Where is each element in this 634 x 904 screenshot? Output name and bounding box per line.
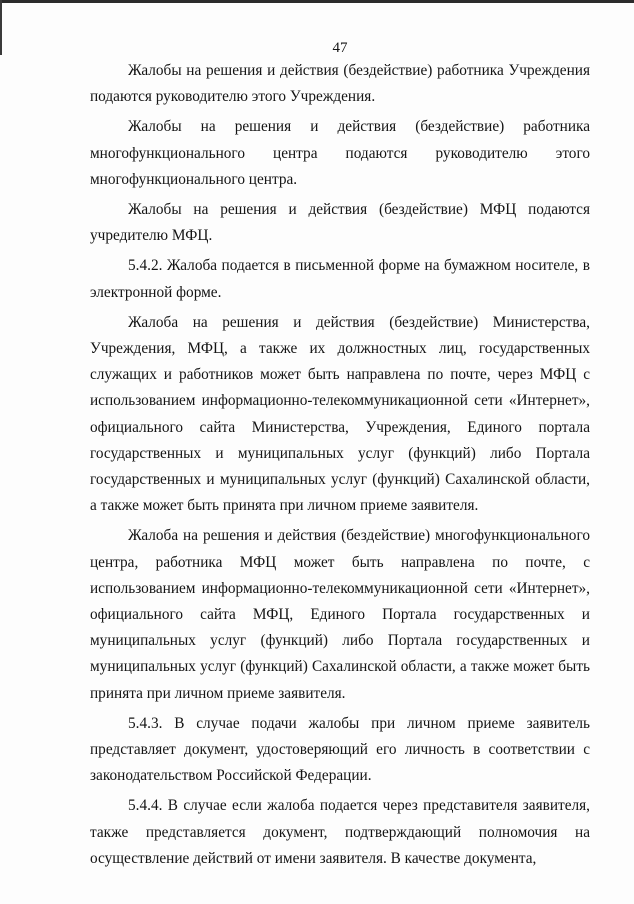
paragraph: 5.4.2. Жалоба подается в письменной форме на бумажном носителе, в электронной форме. [90, 257, 590, 301]
paragraph: 5.4.4. В случае если жалоба подается через представителя заявителя, также представляется документ, подтверждающий полномочия на осуществление действий от имени заявителя. В качестве документа, [90, 797, 590, 867]
body-text [90, 58, 590, 876]
paragraph: Жалобы на решения и действия (бездействие) работника многофункционального центра подаются руководителю этого многофункционального центра. [90, 118, 590, 188]
paragraph: Жалоба на решения и действия (бездействие) Министерства, Учреждения, МФЦ, а также их должностных лиц, государственных служащих и работников может быть направлена по почте, через МФЦ с использованием информационно-телекоммуникационной сети «Интернет», официального сайта Министерства, Учреждения, Единого портала государственных и муниципальных услуг (функций) либо Портала государственных и муниципальных услуг (функций) Сахалинской области, а также может быть принята при личном приеме заявителя. [90, 313, 590, 515]
paragraph: Жалобы на решения и действия (бездействие) МФЦ подаются учредителю МФЦ. [90, 201, 590, 245]
scan-top-edge [0, 0, 634, 3]
paragraph: Жалобы на решения и действия (бездействие) работника Учреждения подаются руководителю этого Учреждения. [90, 62, 590, 106]
paragraph: 5.4.3. В случае подачи жалобы при личном приеме заявитель представляет документ, удостоверяющий его личность в соответствии с законодательством Российской Федерации. [90, 714, 590, 785]
page-number: 47 [332, 40, 348, 56]
paragraph: Жалоба на решения и действия (бездействие) многофункционального центра, работника МФЦ может быть направлена по почте, с использованием информационно-телекоммуникационной сети «Интернет», официального сайта МФЦ, Единого Портала государственных и муниципальных услуг (функций) либо Портала государственных и муниципальных услуг (функций) Сахалинской области, а также может быть принята при личном приеме заявителя. [90, 527, 590, 702]
